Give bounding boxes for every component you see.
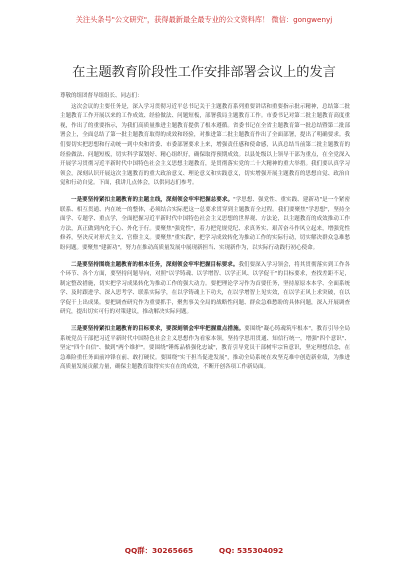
section-text: 我们要深入学习领会，将其贯彻落实到工作各个环节、各个方面，要坚持问题导向，对照"以学铸魂、以学增智、以学正风、以学促干"的目标要求，查找差距不足，制定整改措施，切实把学习成果转化为推动工作的强大动力。要把理论学习作为首要任务，坚持原原本本学、全面系统学、及时跟进学、深入思考学、联系实际学，在以学铸魂上下功夫，在以学增智上见实效，在以学正风上求突破，在以学促干上出成果。要把调查研究作为重要抓手，聚焦事关全局的战略性问题、群众急难愁盼的具体问题，深入开展调查研究，提出切实可行的对策建议，推动解决实际问题。 <box>60 261 350 316</box>
section-paragraph <box>60 325 350 373</box>
section-heading: 二是要坚持围绕主题教育的根本任务，深刻领会牢牢把握目标要求。 <box>71 261 239 268</box>
greeting: 尊敬的组团督导组组长、同志们： <box>60 93 143 99</box>
promo-banner: 关注头条号"公文研究"，获得最新最全最专业的公文资料库！ 微信：gongwenyj <box>75 15 333 24</box>
section-paragraph <box>60 196 350 254</box>
contact-footer: QQ群：30265665 QQ: 535304092 <box>124 546 284 555</box>
paragraph: 这次会议的主要任务是，深入学习贯彻习近平总书记关于主题教育系列重要讲话和重要指示批示精神，总结第二批主题教育工作开展以来的工作成效、经验做法、问题短板，部署我局主题教育工作。市委书记对第二批主题教育高度重视，作出了的重要指示，为我们高质量推进主题教育提供了根本遵循。省委书记在全省主题教育第一批总结暨第二批部署会上，全面总结了第一批主题教育取得的成效和经验，对推进第二批主题教育作出了全面部署，提出了明确要求。我们要切实把思想和行动统一到中央和省委、市委部署要求上来，增强责任感和使命感，认真总结当前第二批主题教育的经验做法、问题短板，切实科学谋划好、精心组织好，确保取得预期成效。以县处级以上领导干部为重点，在全党深入开展学习贯彻习近平新时代中国特色社会主义思想主题教育，是贯彻落实党的二十大精神的重大举措。我们要认真学习领会，深刻认识开展这次主题教育的重大政治意义、理论意义和实践意义，切实增强开展主题教育的思想自觉、政治自觉和行动自觉。下面，我讲几点体会，以供同志们参考。 <box>60 103 350 187</box>
section-heading: 三是要坚持紧扣主题教育的目标要求，要深刻领会牢牢把握重点措施。 <box>71 326 245 333</box>
section-heading: 一是要坚持紧扣主题教育的主题主线，深刻领会牢牢把握总要求。 <box>71 196 234 203</box>
section-text: 要围绕"凝心铸魂筑牢根本"，教育引导全局系统党员干部把习近平新时代中国特色社会主义思想作为看家本领，坚持学思用贯通、知信行统一，增强"四个意识"、坚定"四个自信"、做到"两个维护"。要围绕"锤炼品格强化忠诚"，教育引导党员干部树牢宗旨意识，坚定理想信念，在急难险重任务面前冲锋在前、敢打硬仗。要围绕"实干担当促进发展"，推动全局系统在攻坚克难中创造新业绩，为推进高质量发展贡献力量，确保主题教育取得实实在在的成效，不断开创各项工作新局面。 <box>60 326 350 371</box>
document-body <box>60 92 350 373</box>
section-paragraph <box>60 261 350 319</box>
document-title: 在主题教育阶段性工作安排部署会议上的发言 <box>72 65 336 80</box>
section-text: "学思想、强党性、重实践、建新功"是一个紧密联系、相互贯通、内在统一的整体，必须结合实际把这一总要求贯穿到主题教育全过程。我们要聚焦"学思想"，坚持全面学、专题学、重点学，全面把握习近平新时代中国特色社会主义思想的世界观、方法论，以主题教育的成效推动工作方法，真正做到内化于心、外化于行。要聚焦"强党性"，着力把党规党纪、求真务实、艰苦奋斗作风立起来，增强党性修养，坚决反对形式主义、官僚主义。要聚焦"重实践"，把学习成效转化为推动工作的实际行动，切实解决群众急难愁盼问题。要聚焦"建新功"，努力在推动高质量发展中展现新担当、实现新作为，以实际行动践行初心使命。 <box>60 196 350 251</box>
